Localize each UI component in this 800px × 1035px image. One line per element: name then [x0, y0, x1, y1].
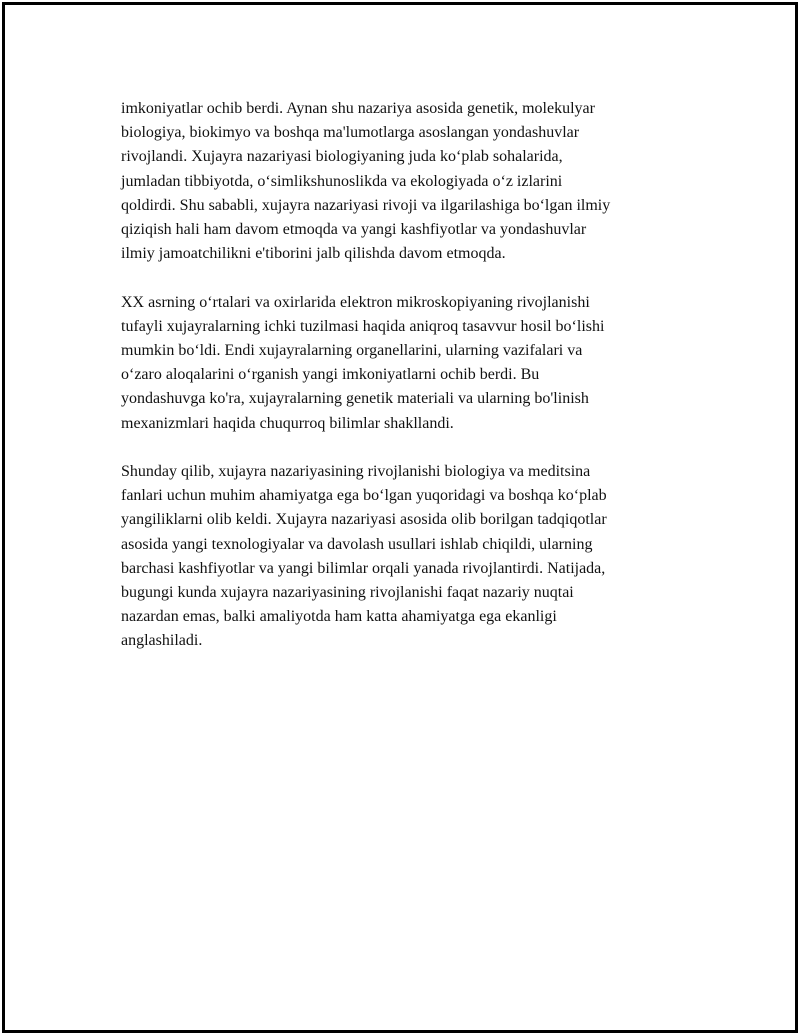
page-frame — [2, 2, 798, 1033]
text-line: barchasi kashfiyotlar va yangi bilimlar orqali yanada rivojlantirdi. Natijada, — [121, 559, 606, 577]
text-line: qoldirdi. Shu sababli, xujayra nazariyasi rivoji va ilgarilashiga bo‘lgan ilmiy — [121, 196, 611, 214]
paragraph-1 — [121, 97, 693, 266]
text-line: ilmiy jamoatchilikni e'tiborini jalb qilishda davom etmoqda. — [121, 245, 506, 263]
text-line: yondashuvga ko'ra, xujayralarning genetik materiali va ularning bo'linish — [121, 390, 589, 408]
text-line: yangiliklarni olib keldi. Xujayra nazariyasi asosida olib borilgan tadqiqotlar — [121, 511, 607, 529]
text-line: anglashiladi. — [121, 632, 203, 650]
text-line: bugungi kunda xujayra nazariyasining rivojlanishi faqat nazariy nuqtai — [121, 584, 574, 602]
text-line: mumkin bo‘ldi. Endi xujayralarning organellarini, ularning vazifalari va — [121, 342, 583, 360]
text-line: XX asrning o‘rtalari va oxirlarida elektron mikroskopiyaning rivojlanishi — [121, 293, 590, 311]
text-line: nazardan emas, balki amaliyotda ham katta ahamiyatga ega ekanligi — [121, 608, 557, 626]
text-line: mexanizmlari haqida chuqurroq bilimlar shakllandi. — [121, 414, 454, 432]
text-line: biologiya, biokimyo va boshqa ma'lumotlarga asoslangan yondashuvlar — [121, 124, 580, 142]
text-line: asosida yangi texnologiyalar va davolash usullari ishlab chiqildi, ularning — [121, 535, 593, 553]
paragraph-2 — [121, 291, 693, 436]
paragraph-3 — [121, 460, 693, 654]
text-line: Shunday qilib, xujayra nazariyasining rivojlanishi biologiya va meditsina — [121, 463, 591, 481]
text-line: fanlari uchun muhim ahamiyatga ega bo‘lgan yuqoridagi va boshqa ko‘plab — [121, 487, 607, 505]
text-line: tufayli xujayralarning ichki tuzilmasi haqida aniqroq tasavvur hosil bo‘lishi — [121, 317, 605, 335]
document-body — [121, 97, 693, 678]
text-line: imkoniyatlar ochib berdi. Aynan shu nazariya asosida genetik, molekulyar — [121, 100, 595, 117]
text-line: o‘zaro aloqalarini o‘rganish yangi imkoniyatlarni ochib berdi. Bu — [121, 366, 540, 384]
text-line: rivojlandi. Xujayra nazariyasi biologiyaning juda ko‘plab sohalarida, — [121, 148, 563, 166]
text-line: qiziqish hali ham davom etmoqda va yangi kashfiyotlar va yondashuvlar — [121, 221, 587, 239]
text-line: jumladan tibbiyotda, o‘simlikshunoslikda va ekologiyada o‘z izlarini — [121, 172, 563, 190]
